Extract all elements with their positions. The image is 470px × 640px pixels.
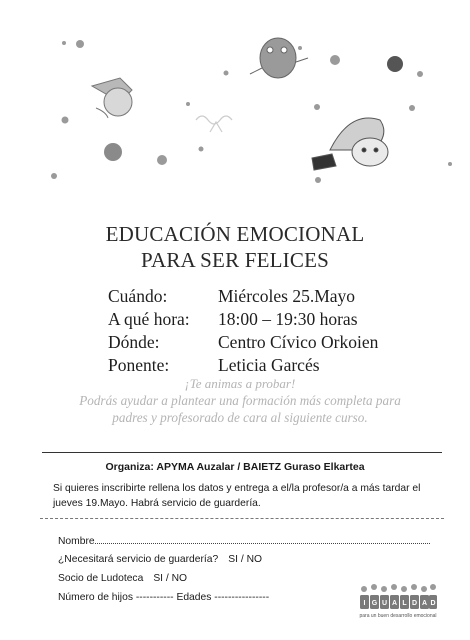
planet-dot (51, 173, 57, 179)
logo-letter: D (411, 600, 418, 607)
field-label: ¿Necesitará servicio de guardería? (58, 554, 219, 565)
detail-label: Dónde: (108, 332, 160, 352)
planet-dot (157, 155, 167, 165)
logo-letter: I (363, 600, 366, 607)
planet-dot (314, 104, 320, 110)
detail-label: Ponente: (108, 355, 170, 375)
planet-dot (62, 41, 66, 45)
faded-scribble (196, 116, 232, 132)
field-label: Nombre (58, 536, 95, 547)
invitation-text: Podrás ayudar a plantear una formación más completa para padres y profesorado de cara al siguiente curso. (79, 393, 401, 425)
field-ludoteca[interactable] (58, 573, 187, 584)
planet-dot (387, 56, 403, 72)
planet-dot (315, 177, 321, 183)
field-options[interactable]: SI / NO (153, 573, 188, 584)
logo-letter: A (391, 600, 398, 607)
registration-instructions: Si quieres inscribirte rellena los datos y entrega a el/la profesor/a a más tardar el jueves 19.Mayo. Habrá servicio de guardería. (53, 483, 421, 509)
logo-letter: L (402, 600, 407, 607)
logo-letter: A (421, 600, 428, 607)
detail-value: Centro Cívico Orkoien (218, 332, 379, 352)
planet-dot (448, 162, 452, 166)
character-left (92, 78, 132, 118)
logo-letter: D (430, 600, 436, 607)
planet-dot (104, 143, 122, 161)
detail-value: 18:00 – 19:30 horas (218, 309, 358, 329)
edades-blank[interactable]: ---------------- (214, 592, 270, 603)
field-nombre[interactable] (58, 535, 430, 547)
space-illustration (0, 0, 470, 205)
detail-value: Leticia Garcés (218, 355, 320, 375)
cut-line (40, 518, 444, 519)
logo-tagline: para un buen desarrollo emocional (359, 613, 437, 619)
detail-label: Cuándo: (108, 286, 168, 306)
field-label: Edades (176, 592, 212, 603)
planet-dot (186, 102, 190, 106)
planet-dot (62, 117, 69, 124)
name-blank[interactable] (95, 535, 430, 544)
planet-dot (298, 46, 302, 50)
planet-dot (76, 40, 84, 48)
title-line-1: EDUCACIÓN EMOCIONAL (105, 222, 365, 246)
organizer-line: Organiza: APYMA Auzalar / BAIETZ Guraso Elkartea (105, 461, 365, 473)
planet-dot (199, 147, 204, 152)
field-label: Socio de Ludoteca (58, 573, 144, 584)
field-hijos[interactable] (58, 592, 269, 603)
character-top (250, 38, 308, 78)
field-label: Número de hijos (58, 592, 133, 603)
field-options[interactable]: SI / NO (228, 554, 263, 565)
logo-letter: U (381, 600, 388, 607)
divider-line (42, 452, 442, 453)
invitation-heading: ¡Te animas a probar! (184, 376, 296, 391)
planet-dot (330, 55, 340, 65)
planet-dot (417, 71, 423, 77)
detail-label: A qué hora: (108, 309, 190, 329)
title-line-2: PARA SER FELICES (141, 248, 329, 272)
planet-dot (224, 71, 229, 76)
field-guarderia[interactable] (58, 554, 262, 565)
hijos-blank[interactable]: ----------- (135, 592, 174, 603)
logo-letter: G (371, 600, 378, 607)
planet-dot (409, 105, 415, 111)
logo-figures (361, 584, 436, 592)
character-right (312, 118, 388, 170)
detail-value: Miércoles 25.Mayo (218, 286, 356, 306)
